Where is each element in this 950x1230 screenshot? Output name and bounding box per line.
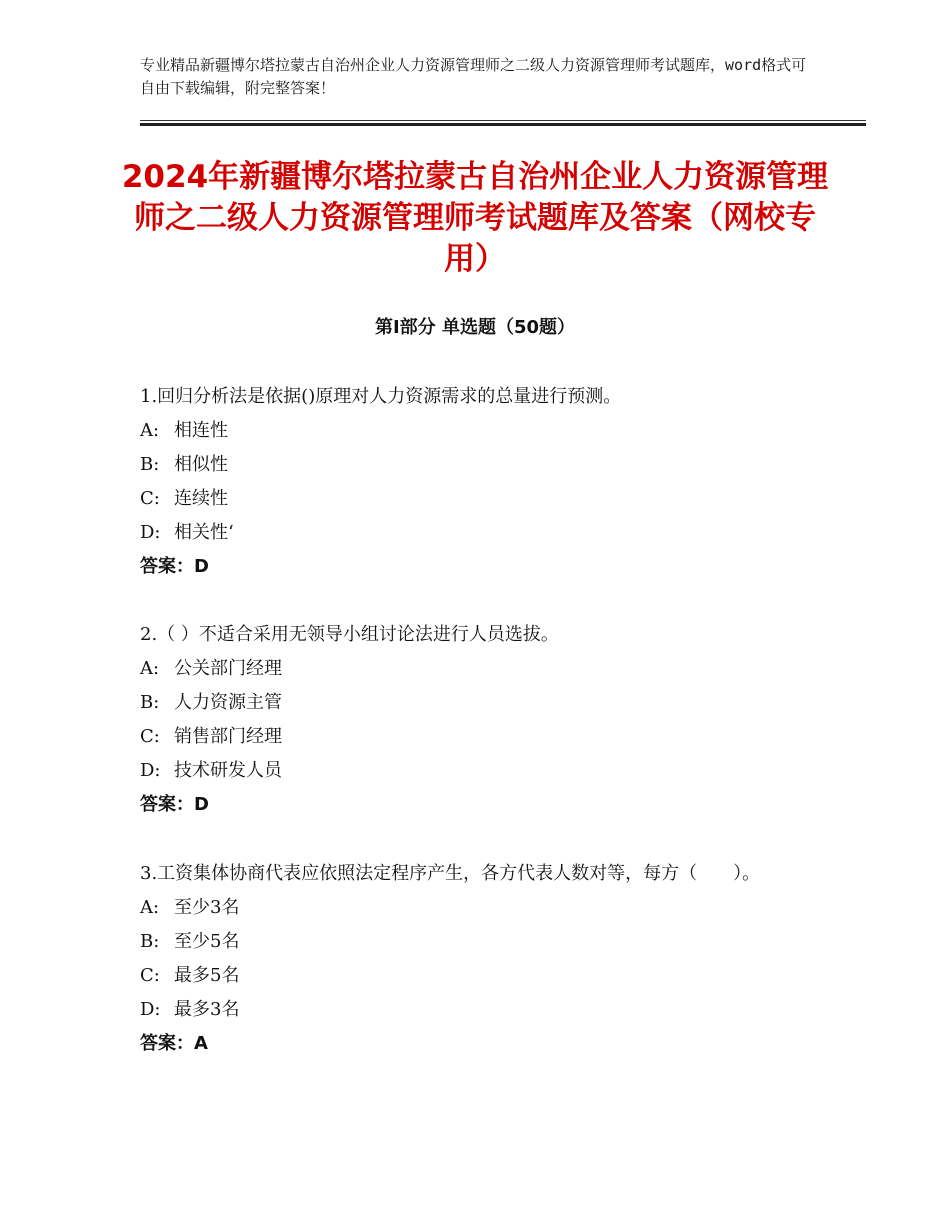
header-note: 专业精品新疆博尔塔拉蒙古自治州企业人力资源管理师之二级人力资源管理师考试题库，word格式可自由下载编辑，附完整答案！ <box>140 56 807 97</box>
option-text: 公关部门经理 <box>174 658 282 679</box>
option-letter: B: <box>140 454 160 475</box>
option-text: 相似性 <box>174 454 228 475</box>
option-b <box>140 448 820 482</box>
option-letter: C: <box>140 488 160 509</box>
option-text: 至少5名 <box>174 931 240 952</box>
option-letter: D: <box>140 522 161 543</box>
question-3 <box>140 857 820 1061</box>
option-a <box>140 891 820 925</box>
option-b <box>140 686 820 720</box>
answer-key: 答案：D <box>140 556 209 577</box>
option-letter: D: <box>140 999 161 1020</box>
option-d <box>140 516 820 550</box>
option-letter: A: <box>140 420 160 441</box>
option-d <box>140 754 820 788</box>
header-divider-thin <box>140 120 866 121</box>
section-title: 第Ⅰ部分 单选题（50题） <box>374 317 575 338</box>
option-text: 技术研发人员 <box>174 760 282 781</box>
option-c <box>140 959 820 993</box>
header-divider-thick <box>140 123 866 126</box>
option-letter: A: <box>140 658 160 679</box>
question-stem: 3.工资集体协商代表应依照法定程序产生，各方代表人数对等，每方（ ）。 <box>140 863 761 884</box>
option-letter: B: <box>140 931 160 952</box>
option-a <box>140 414 820 448</box>
option-letter: C: <box>140 726 160 747</box>
option-letter: A: <box>140 897 160 918</box>
option-letter: C: <box>140 965 160 986</box>
option-text: 相关性‘ <box>174 522 234 543</box>
option-text: 连续性 <box>174 488 228 509</box>
option-b <box>140 925 820 959</box>
option-a <box>140 652 820 686</box>
answer-key: 答案：A <box>140 1033 208 1054</box>
answer-key: 答案：D <box>140 794 209 815</box>
option-c <box>140 482 820 516</box>
document-title: 2024年新疆博尔塔拉蒙古自治州企业人力资源管理师之二级人力资源管理师考试题库及答案（网校专用） <box>121 159 829 277</box>
option-letter: D: <box>140 760 161 781</box>
question-2 <box>140 618 820 822</box>
question-1 <box>140 380 820 584</box>
option-c <box>140 720 820 754</box>
option-letter: B: <box>140 692 160 713</box>
option-text: 相连性 <box>174 420 228 441</box>
option-text: 人力资源主管 <box>174 692 282 713</box>
question-stem: 1.回归分析法是依据()原理对人力资源需求的总量进行预测。 <box>140 386 622 407</box>
option-text: 最多3名 <box>174 999 240 1020</box>
option-text: 最多5名 <box>174 965 240 986</box>
question-stem: 2.（ ）不适合采用无领导小组讨论法进行人员选拔。 <box>140 624 559 645</box>
option-text: 至少3名 <box>174 897 240 918</box>
option-d <box>140 993 820 1027</box>
option-text: 销售部门经理 <box>174 726 282 747</box>
